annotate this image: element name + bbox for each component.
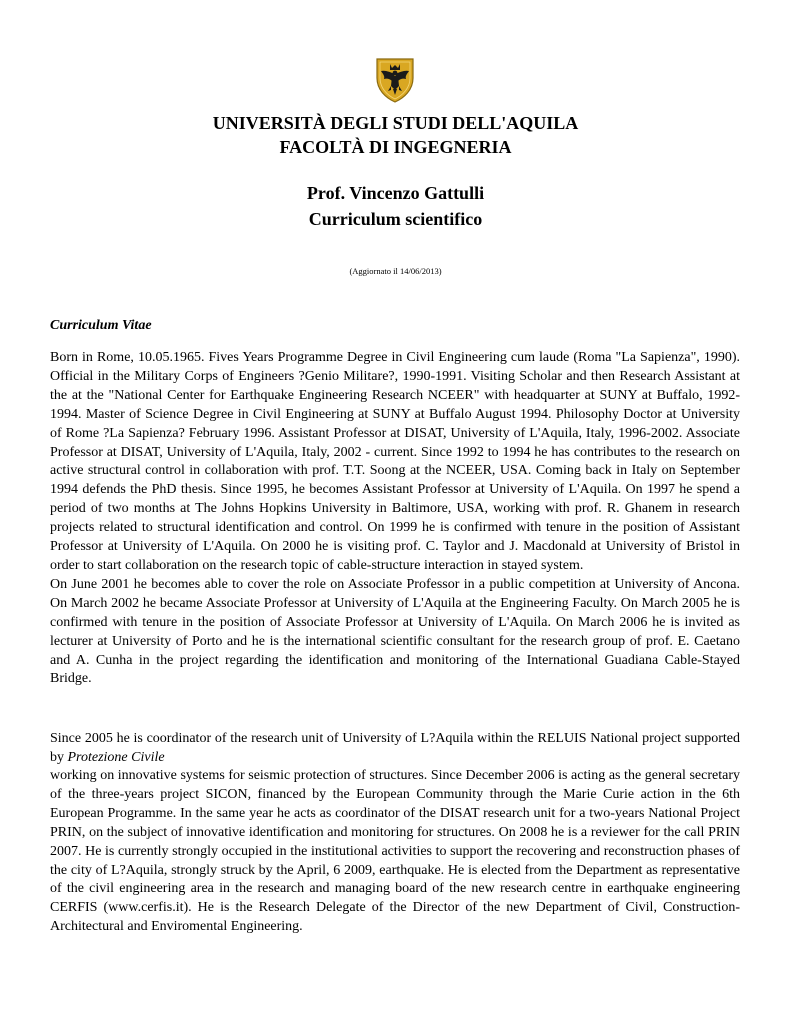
- cv-paragraph-4: working on innovative systems for seismic protection of structures. Since December 2006 is acting as the general secretary of the three-years project SICON, financed by the European Community through the Marie Curie action in the 6th European Programme. In the same year he acts as coordinator of the DISAT research unit for a two-years National Project PRIN, on the subject of innovative identification and monitoring for structures. On 2008 he is a reviewer for the call PRIN 2007. He is currently strongly occupied in the institutional activities to support the recovering and reconstruction phases of the city of L?Aquila, strongly struck by the April, 6 2009, earthquake. He is elected from the Department as representative of the civil engineering area in the research and managing board of the new research centre in earthquake engineering CERFIS (www.cerfis.it). He is the Research Delegate of the Director of the new Department of Civil, Construction-Architectural and Enviromental Engineering.: [50, 768, 740, 935]
- document-title: Curriculum scientifico: [308, 209, 483, 229]
- cv-paragraph-1: Born in Rome, 10.05.1965. Fives Years Programme Degree in Civil Engineering cum laude (Roma "La Sapienza", 1990). Official in the Military Corps of Engineers ?Genio Militare?, 1990-1991. Visiting Scholar and then Research Assistant at the at the "National Center for Earthquake Engineering Research NCEER" with headquarter at SUNY at Buffalo, 1992-1994. Master of Science Degree in Civil Engineering at SUNY at Buffalo August 1994. Philosophy Doctor at University of Rome ?La Sapienza? February 1996. Assistant Professor at DISAT, University of L'Aquila, Italy, 1996-2002. Associate Professor at DISAT, University of L'Aquila, Italy, 2002 - current. Since 1992 to 1994 he has contributes to the research on active structural control in collaboration with prof. T.T. Soong at the NCEER, USA. Coming back in Italy on September 1994 defends the PhD thesis. Since 1995, he becomes Assistant Professor at University of L'Aquila. On 1997 he spend a period of two months at The Johns Hopkins University in Baltimore, USA, working with prof. R. Ghanem in research projects related to structural identification and control. On 1999 he is confirmed with tenure in the position of Assistant Professor at University of L'Aquila. On 2000 he is visiting prof. C. Taylor and J. Macdonald at University of Bristol in order to start collaboration on the research topic of cable-structure interaction in stayed system.: [50, 350, 740, 573]
- section-title: Curriculum Vitae: [50, 318, 152, 333]
- university-eagle-shield-icon: [373, 56, 417, 104]
- university-name: UNIVERSITÀ DEGLI STUDI DELL'AQUILA: [212, 113, 579, 133]
- protezione-civile-text: Protezione Civile: [67, 749, 165, 765]
- faculty-name: FACOLTÀ DI INGEGNERIA: [279, 137, 512, 157]
- cv-paragraph-3: [50, 730, 740, 768]
- cv-paragraph-2: On June 2001 he becomes able to cover the role on Associate Professor in a public competition at University of Ancona. On March 2002 he became Associate Professor at University of L'Aquila at the Engineering Faculty. On March 2005 he is confirmed with tenure in the position of Associate Professor at University of L'Aquila. On March 2006 he is invited as lecturer at University of Porto and he is the international scientific consultant for the research group of prof. E. Caetano and A. Cunha in the project regarding the identification and monitoring of the International Guadiana Cable-Stayed Bridge.: [50, 576, 740, 687]
- update-date: (Aggiornato il 14/06/2013): [349, 266, 442, 276]
- professor-name: Prof. Vincenzo Gattulli: [306, 183, 485, 203]
- cv-body-block-1: [50, 349, 740, 689]
- cv-body-block-2: [50, 730, 740, 768]
- cv-paragraph-3-text: Since 2005 he is coordinator of the research unit of University of L?Aquila within the RELUIS National project supported by: [50, 731, 740, 765]
- cv-body-block-3: [50, 767, 740, 937]
